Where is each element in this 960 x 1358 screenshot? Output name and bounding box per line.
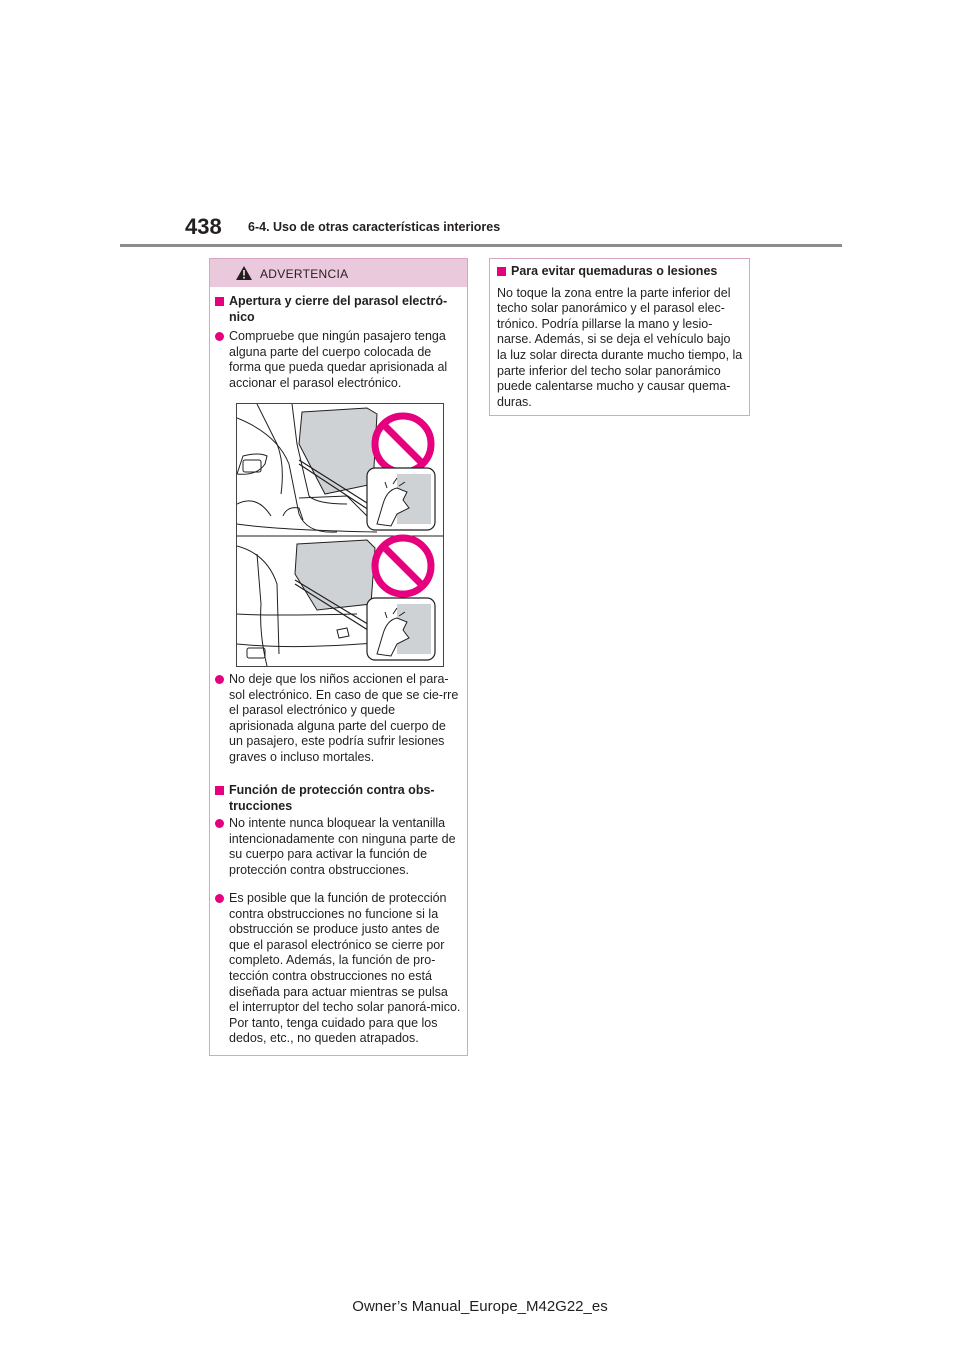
warning-heading-sunshade: Apertura y cierre del parasol electró-nico [215,294,461,325]
footer-manual-id: Owner’s Manual_Europe_M42G22_es [352,1298,608,1315]
warning-heading-jam-protection: Función de protección contra obs-trucciones [215,783,461,814]
warning-bullet-check-passengers: Compruebe que ningún pasajero tenga alguna parte del cuerpo colocada de forma que pueda quedar aprisionada al accionar el parasol electrónico. [215,329,461,391]
burn-warning-box [489,258,750,416]
sunroof-interior-illustration [237,404,443,666]
warning-bullet-children: No deje que los niños accionen el para-sol electrónico. En caso de que se cie-rre el parasol electrónico y quede aprisionada alguna parte del cuerpo de un pasajero, este podría sufrir lesiones graves o incluso mortales. [215,672,461,766]
page-number: 438 [185,214,222,239]
warning-header [210,259,467,287]
warning-bullet-do-not-block: No intente nunca bloquear la ventanilla intencionadamente con ninguna parte de su cuerpo para activar la función de protección contra obstrucciones. [215,816,461,878]
sunshade-warning-illustration [236,403,444,667]
warning-label: ADVERTENCIA [260,267,349,281]
warning-bullet-may-not-function: Es posible que la función de protección contra obstrucciones no funcione si la obstrucción se produce justo antes de que el parasol electrónico se cierre por completo. Además, la función de pro-tección contra obstrucciones no está diseñada para actuar mientras se pulsa el interruptor del techo solar panorá-mico. Por tanto, tenga cuidado para que los dedos, etc., no queden atrapados. [215,891,461,1047]
burn-warning-heading: Para evitar quemaduras o lesiones [497,264,743,280]
section-title: 6-4. Uso de otras características interiores [248,220,501,234]
burn-warning-text: No toque la zona entre la parte inferior del techo solar panorámico y el parasol elec-trónico. Podría pillarse la mano y lesio-narse. Además, si se deja el vehículo bajo la luz solar directa durante mucho tiempo, la parte inferior del techo solar panorámico puede calentarse mucho y causar quema-duras. [497,285,743,409]
warning-box [209,258,468,1056]
header-rule [120,244,842,247]
warning-triangle-icon [235,265,253,281]
